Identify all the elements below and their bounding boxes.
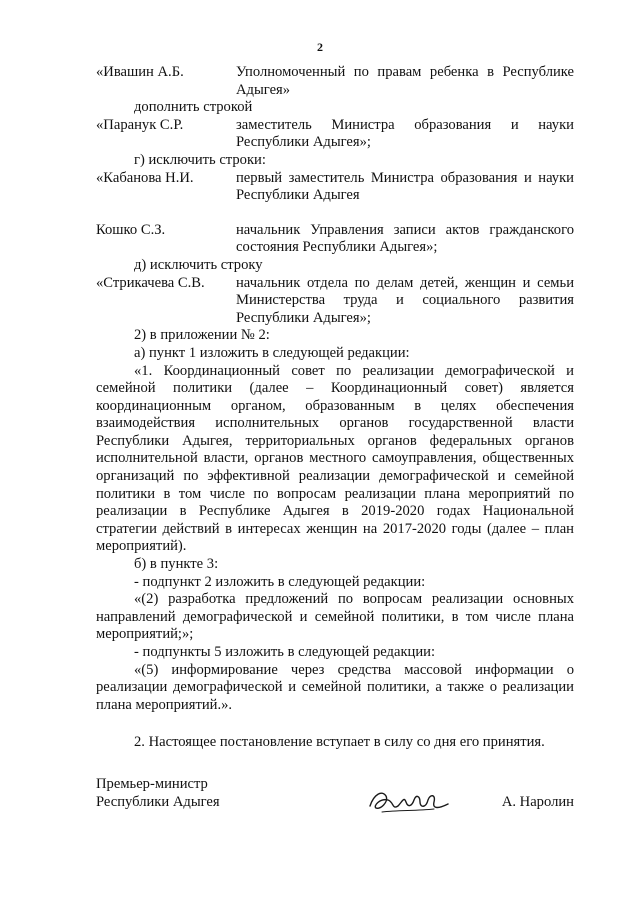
page-number: 2 bbox=[317, 40, 323, 54]
handwritten-signature bbox=[364, 784, 454, 818]
signature-block bbox=[96, 776, 574, 816]
spacer bbox=[96, 714, 574, 734]
subpoint2-text: «(2) разработка предложений по вопросам реализации основных направлений демографической и семейной политики, в том числе плана мероприятий;»; bbox=[96, 591, 574, 643]
member-name: «Стрикачева С.В. bbox=[96, 274, 205, 291]
subpoint5-text: «(5) информирование через средства массовой информации о реализации демографической и семейной политики, а также о реализации плана мероприятий.». bbox=[96, 661, 574, 713]
appendix-heading: 2) в приложении № 2: bbox=[134, 327, 270, 344]
member-row bbox=[96, 117, 574, 152]
instruction-exclude-line: д) исключить строку bbox=[134, 256, 263, 273]
instruction-exclude-lines: г) исключить строки: bbox=[134, 151, 266, 168]
member-row bbox=[96, 64, 574, 99]
signatory-name: А. Наролин bbox=[501, 794, 574, 810]
point1-text: «1. Координационный совет по реализации демографической и семейной политики (далее – Координационный совет) является координационным органом, образованным в целях обеспечения взаимодействия исполнительных органов государственной власти Республики Адыгея, территориальных органов федеральных органов исполнительной власти, органов местного самоуправления, общественных организаций по эффективной реализации демографической и семейной политики в том числе по вопросам реализации плана мероприятий по реализации в Республике Адыгея в 2019-2020 годах Национальной стратегии действий в интересах женщин на 2017-2020 годы (далее – план мероприятий). bbox=[96, 362, 574, 555]
member-row bbox=[96, 222, 574, 257]
member-row bbox=[96, 275, 574, 328]
member-name: «Кабанова Н.И. bbox=[96, 169, 194, 186]
member-name: «Паранук С.Р. bbox=[96, 116, 184, 133]
member-position: первый заместитель Министра образования и науки Республики Адыгея bbox=[236, 169, 574, 204]
point1-heading: а) пункт 1 изложить в следующей редакции: bbox=[134, 344, 410, 361]
document-body bbox=[96, 64, 574, 752]
point3-heading: б) в пункте 3: bbox=[134, 556, 219, 573]
signatory-title bbox=[96, 776, 220, 811]
member-row bbox=[96, 170, 574, 205]
effective-date-clause: 2. Настоящее постановление вступает в силу со дня его принятия. bbox=[134, 734, 545, 751]
subpoint5-heading: - подпункты 5 изложить в следующей редакции: bbox=[134, 644, 436, 660]
member-position: начальник отдела по делам детей, женщин и семьи Министерства труда и социального развития Республики Адыгея»; bbox=[236, 274, 574, 326]
spacer bbox=[96, 205, 574, 222]
signatory-title-line: Премьер-министр bbox=[96, 776, 208, 792]
signatory-title-line: Республики Адыгея bbox=[96, 793, 220, 810]
member-name: «Ивашин А.Б. bbox=[96, 64, 184, 80]
instruction-add-line: дополнить строкой bbox=[134, 99, 253, 116]
member-position: начальник Управления записи актов гражданского состояния Республики Адыгея»; bbox=[236, 221, 574, 256]
member-position: заместитель Министра образования и науки Республики Адыгея»; bbox=[236, 116, 574, 151]
subpoint2-heading: - подпункт 2 изложить в следующей редакции: bbox=[134, 573, 426, 590]
member-name: Кошко С.З. bbox=[96, 221, 166, 238]
member-position: Уполномоченный по правам ребенка в Республике Адыгея» bbox=[236, 64, 574, 98]
